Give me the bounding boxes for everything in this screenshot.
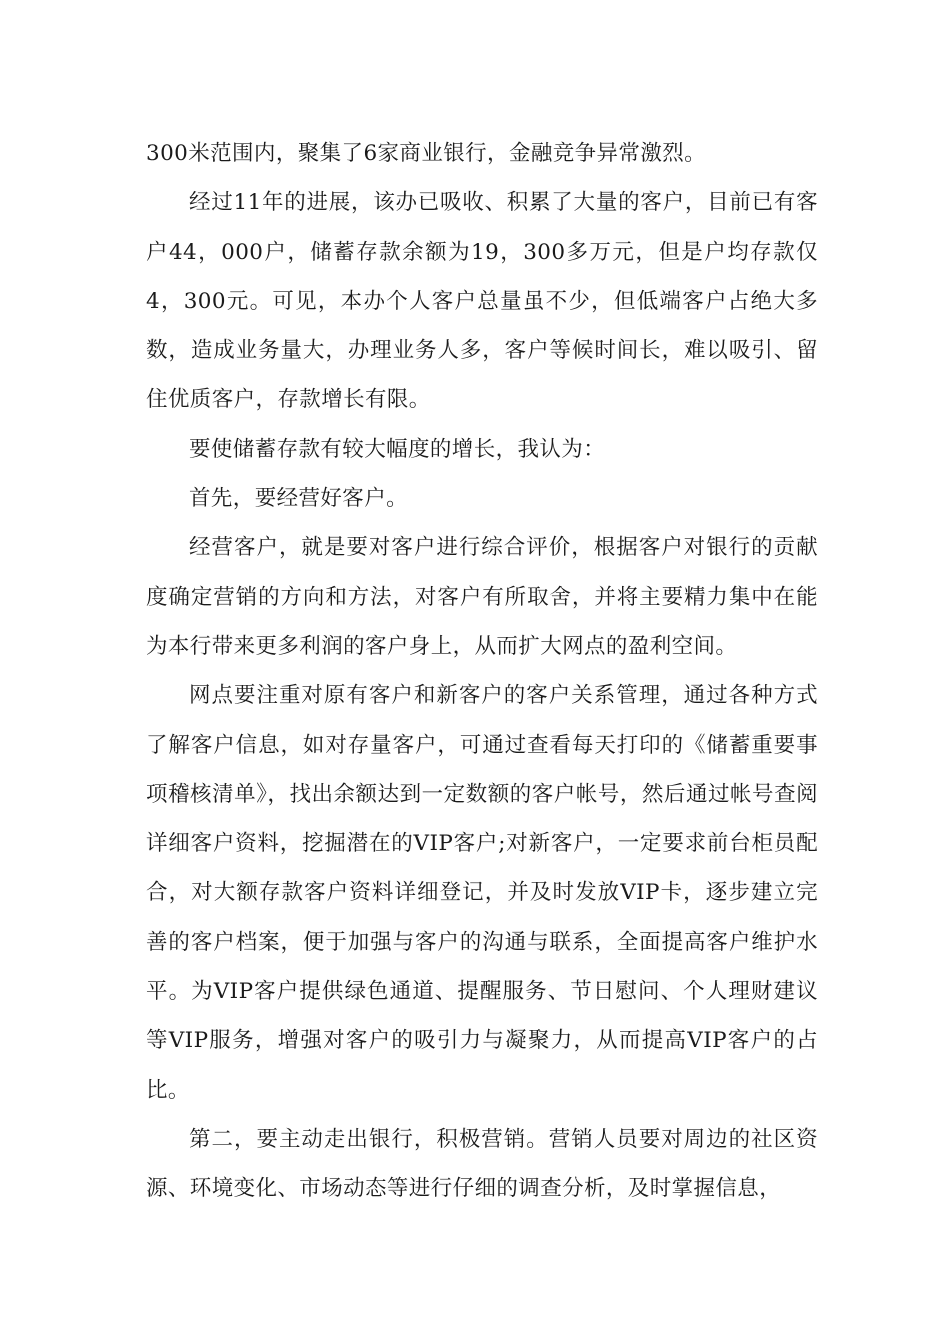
paragraph-relationship-management: 网点要注重对原有客户和新客户的客户关系管理，通过各种方式了解客户信息，如对存量客户，可通过查看每天打印的《储蓄重要事项稽核清单》，找出余额达到一定数额的客户帐号，然后通过帐号查阅详细客户资料，挖掘潜在的VIP客户;对新客户，一定要求前台柜员配合，对大额存款客户资料详细登记，并及时发放VIP卡，逐步建立完善的客户档案，便于加强与客户的沟通与联系，全面提高客户维护水平。为VIP客户提供绿色通道、提醒服务、节日慰问、个人理财建议等VIP服务，增强对客户的吸引力与凝聚力，从而提高VIP客户的占比。 — [146, 683, 818, 1103]
document-body — [146, 129, 818, 1214]
paragraph-second-point: 第二，要主动走出银行，积极营销。营销人员要对周边的社区资源、环境变化、市场动态等进行仔细的调查分析，及时掌握信息， — [146, 1126, 818, 1202]
paragraph-customer-status: 经过11年的进展，该办已吸收、积累了大量的客户，目前已有客户44，000户，储蓄存款余额为19，300多万元，但是户均存款仅4，300元。可见，本办个人客户总量虽不少，但低端客户占绝大多数，造成业务量大，办理业务人多，客户等候时间长，难以吸引、留住优质客户，存款增长有限。 — [146, 190, 818, 413]
paragraph-continuation: 300米范围内，聚集了6家商业银行，金融竞争异常激烈。 — [146, 141, 707, 166]
paragraph-intro-opinion: 要使储蓄存款有较大幅度的增长，我认为： — [189, 436, 606, 462]
paragraph-first-point: 首先，要经营好客户。 — [189, 486, 409, 512]
paragraph-customer-management: 经营客户，就是要对客户进行综合评价，根据客户对银行的贡献度确定营销的方向和方法，对客户有所取舍，并将主要精力集中在能为本行带来更多利润的客户身上，从而扩大网点的盈利空间。 — [146, 535, 818, 659]
